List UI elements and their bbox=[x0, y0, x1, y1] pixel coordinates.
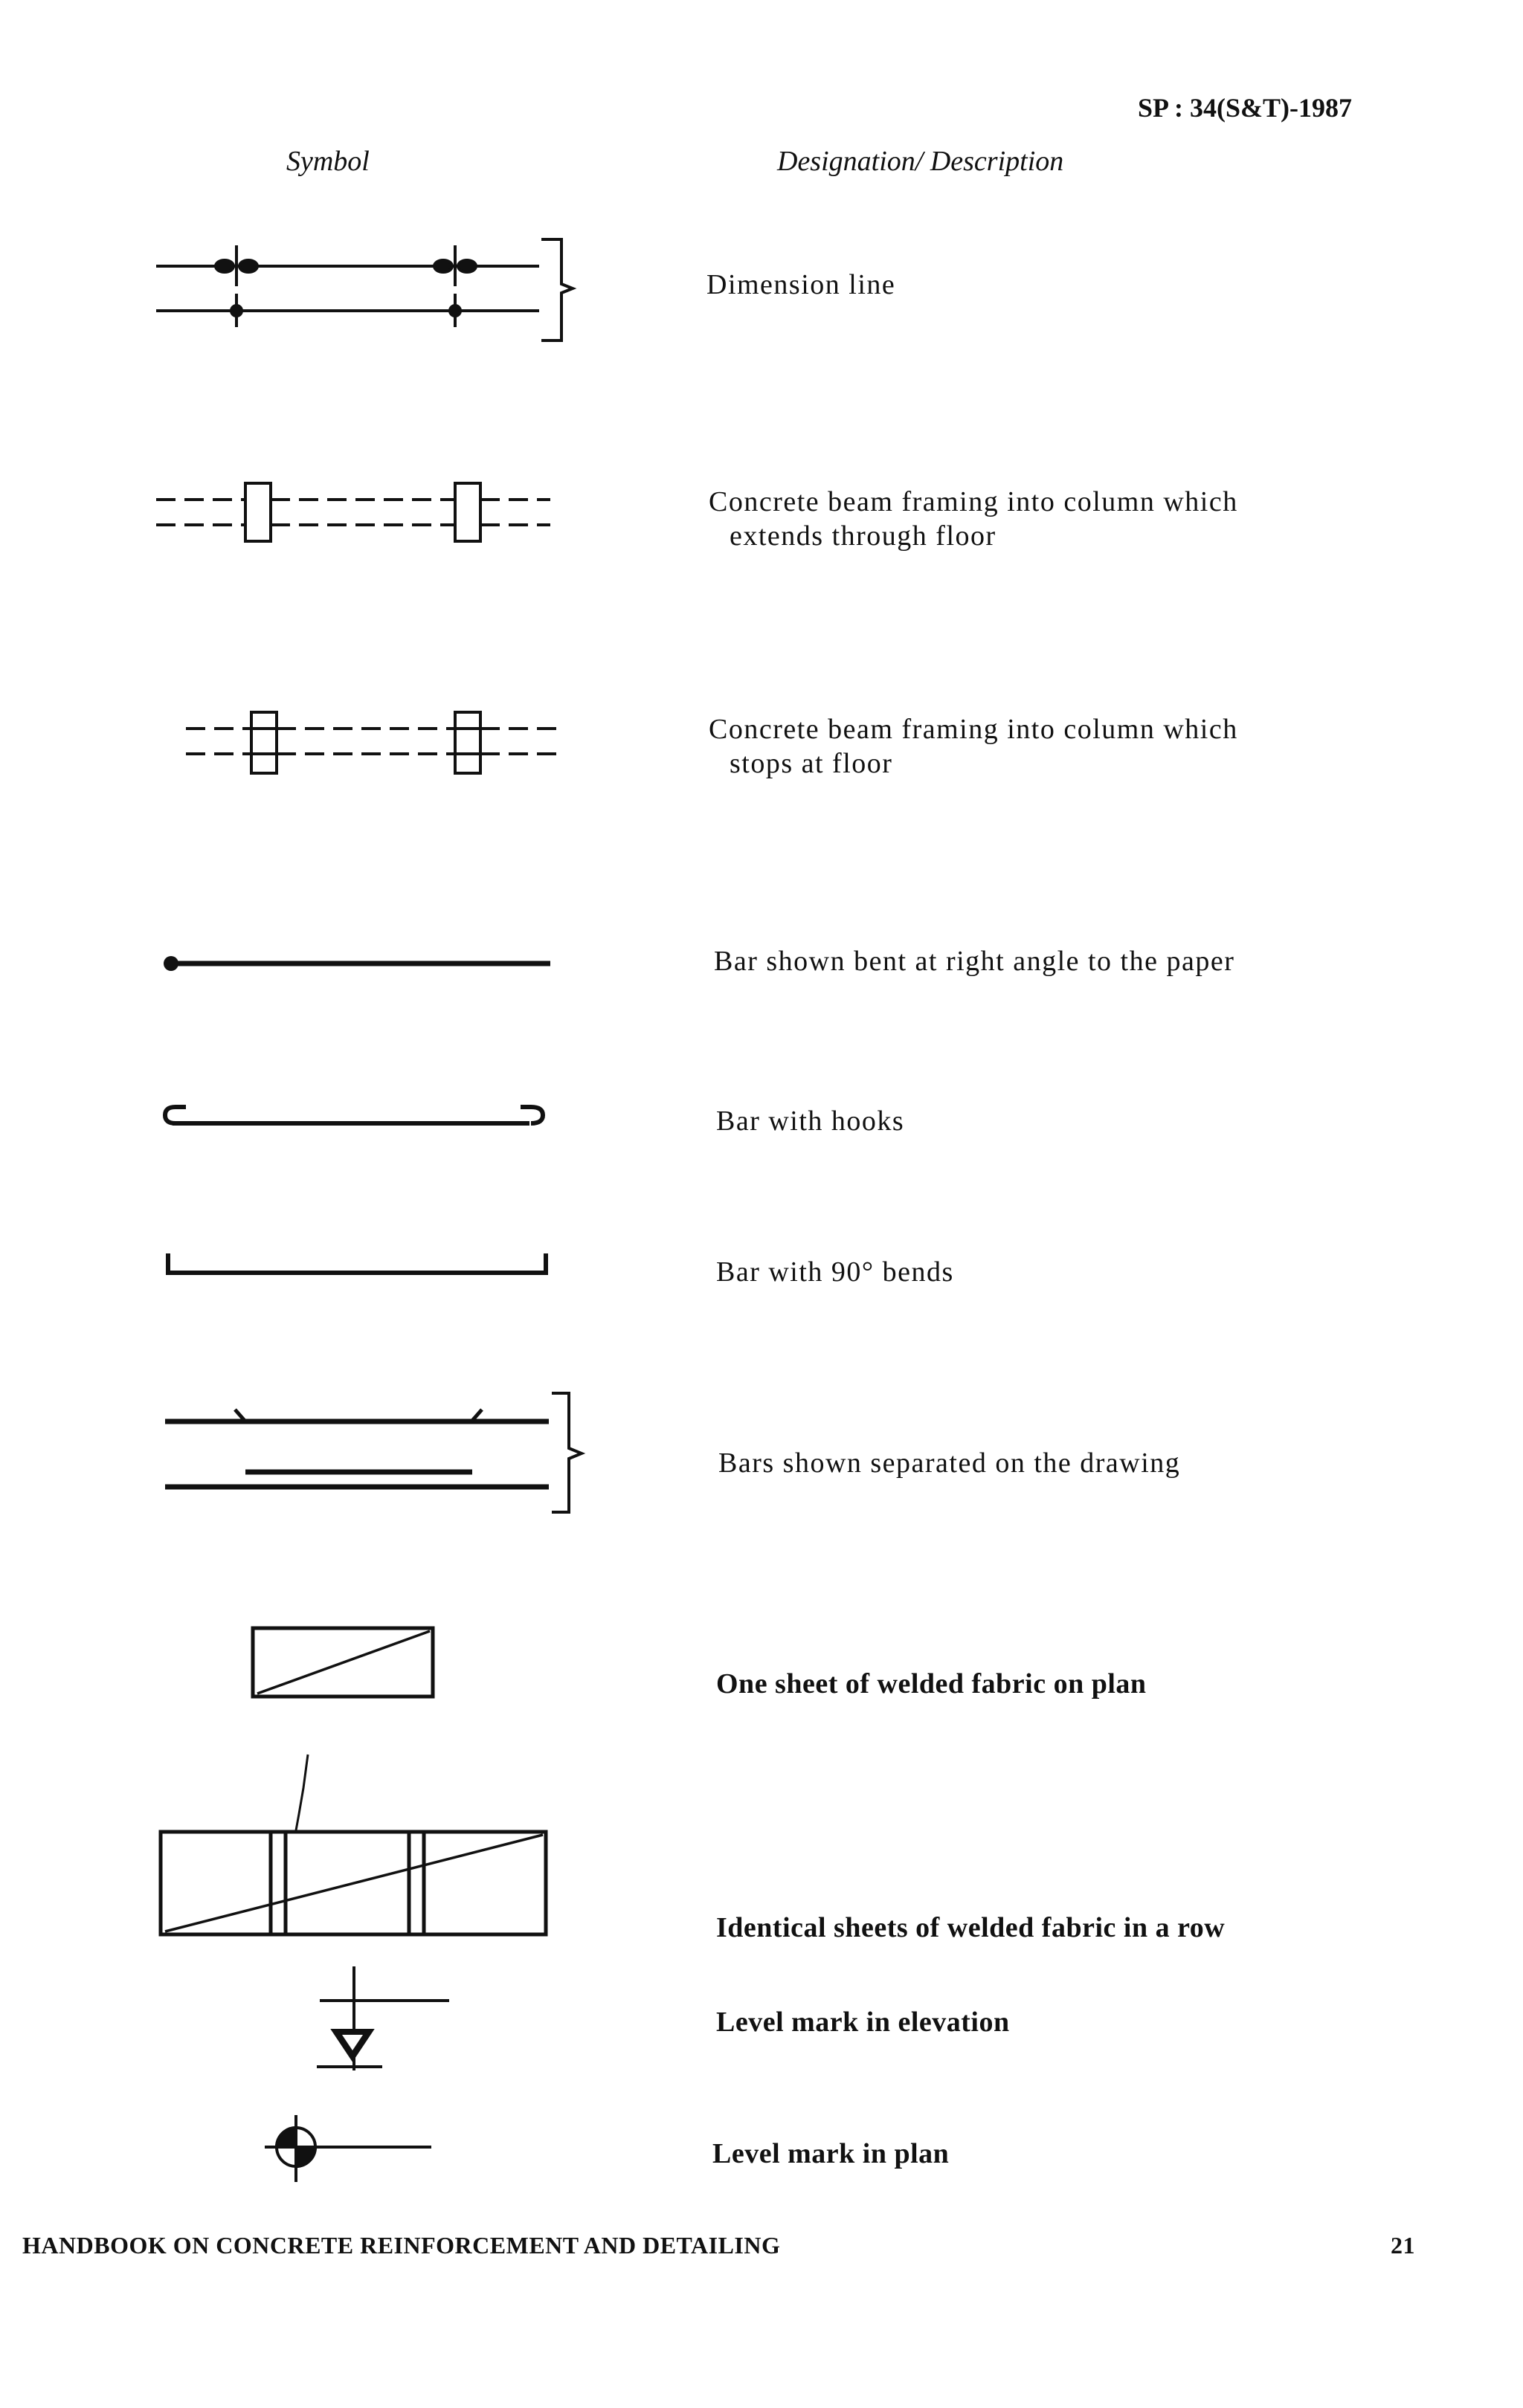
row-description bbox=[716, 1911, 1225, 1945]
dimension-line-symbol bbox=[156, 239, 573, 340]
description-line: Bar shown bent at right angle to the paper bbox=[714, 946, 1235, 977]
row-description bbox=[718, 1446, 1180, 1480]
level-mark-elevation-symbol bbox=[317, 1966, 449, 2070]
footer-title: HANDBOOK ON CONCRETE REINFORCEMENT AND DETAILING bbox=[22, 2232, 781, 2259]
bar-90-bends-symbol bbox=[168, 1253, 546, 1273]
identical-sheets-fabric-symbol bbox=[161, 1755, 546, 1934]
description-line: Concrete beam framing into column which bbox=[709, 714, 1238, 745]
bars-separated-symbol bbox=[165, 1393, 582, 1512]
level-mark-plan-symbol bbox=[265, 2115, 431, 2182]
page-number: 21 bbox=[1391, 2232, 1415, 2259]
beam-column-through-floor-symbol bbox=[156, 483, 550, 541]
row-description bbox=[709, 485, 1238, 553]
standard-code: SP : 34(S&T)-1987 bbox=[1138, 93, 1352, 123]
column-header-symbol: Symbol bbox=[286, 146, 370, 177]
row-description bbox=[716, 1255, 954, 1289]
description-line: One sheet of welded fabric on plan bbox=[716, 1668, 1147, 1700]
bar-with-hooks-symbol bbox=[165, 1107, 543, 1123]
row-description bbox=[714, 944, 1234, 978]
row-description bbox=[709, 712, 1238, 781]
beam-column-stops-floor-symbol bbox=[186, 712, 565, 773]
row-description bbox=[706, 268, 895, 302]
description-line-continued: stops at floor bbox=[730, 748, 893, 779]
bar-bent-right-angle-symbol bbox=[164, 956, 550, 971]
description-line: Identical sheets of welded fabric in a row bbox=[716, 1912, 1226, 1943]
description-line: Concrete beam framing into column which bbox=[709, 486, 1238, 517]
one-sheet-fabric-symbol bbox=[253, 1628, 433, 1697]
row-description bbox=[716, 1104, 904, 1138]
row-description bbox=[716, 1667, 1147, 1701]
description-line: Bars shown separated on the drawing bbox=[718, 1447, 1181, 1479]
description-line: Level mark in elevation bbox=[716, 2007, 1010, 2038]
description-line-continued: extends through floor bbox=[730, 520, 996, 552]
column-header-designation: Designation/ Description bbox=[777, 146, 1064, 177]
description-line: Level mark in plan bbox=[712, 2138, 950, 2169]
description-line: Dimension line bbox=[706, 269, 896, 300]
description-line: Bar with hooks bbox=[716, 1105, 905, 1137]
row-description bbox=[716, 2005, 1010, 2039]
description-line: Bar with 90° bends bbox=[716, 1256, 954, 1288]
row-description bbox=[712, 2137, 949, 2171]
